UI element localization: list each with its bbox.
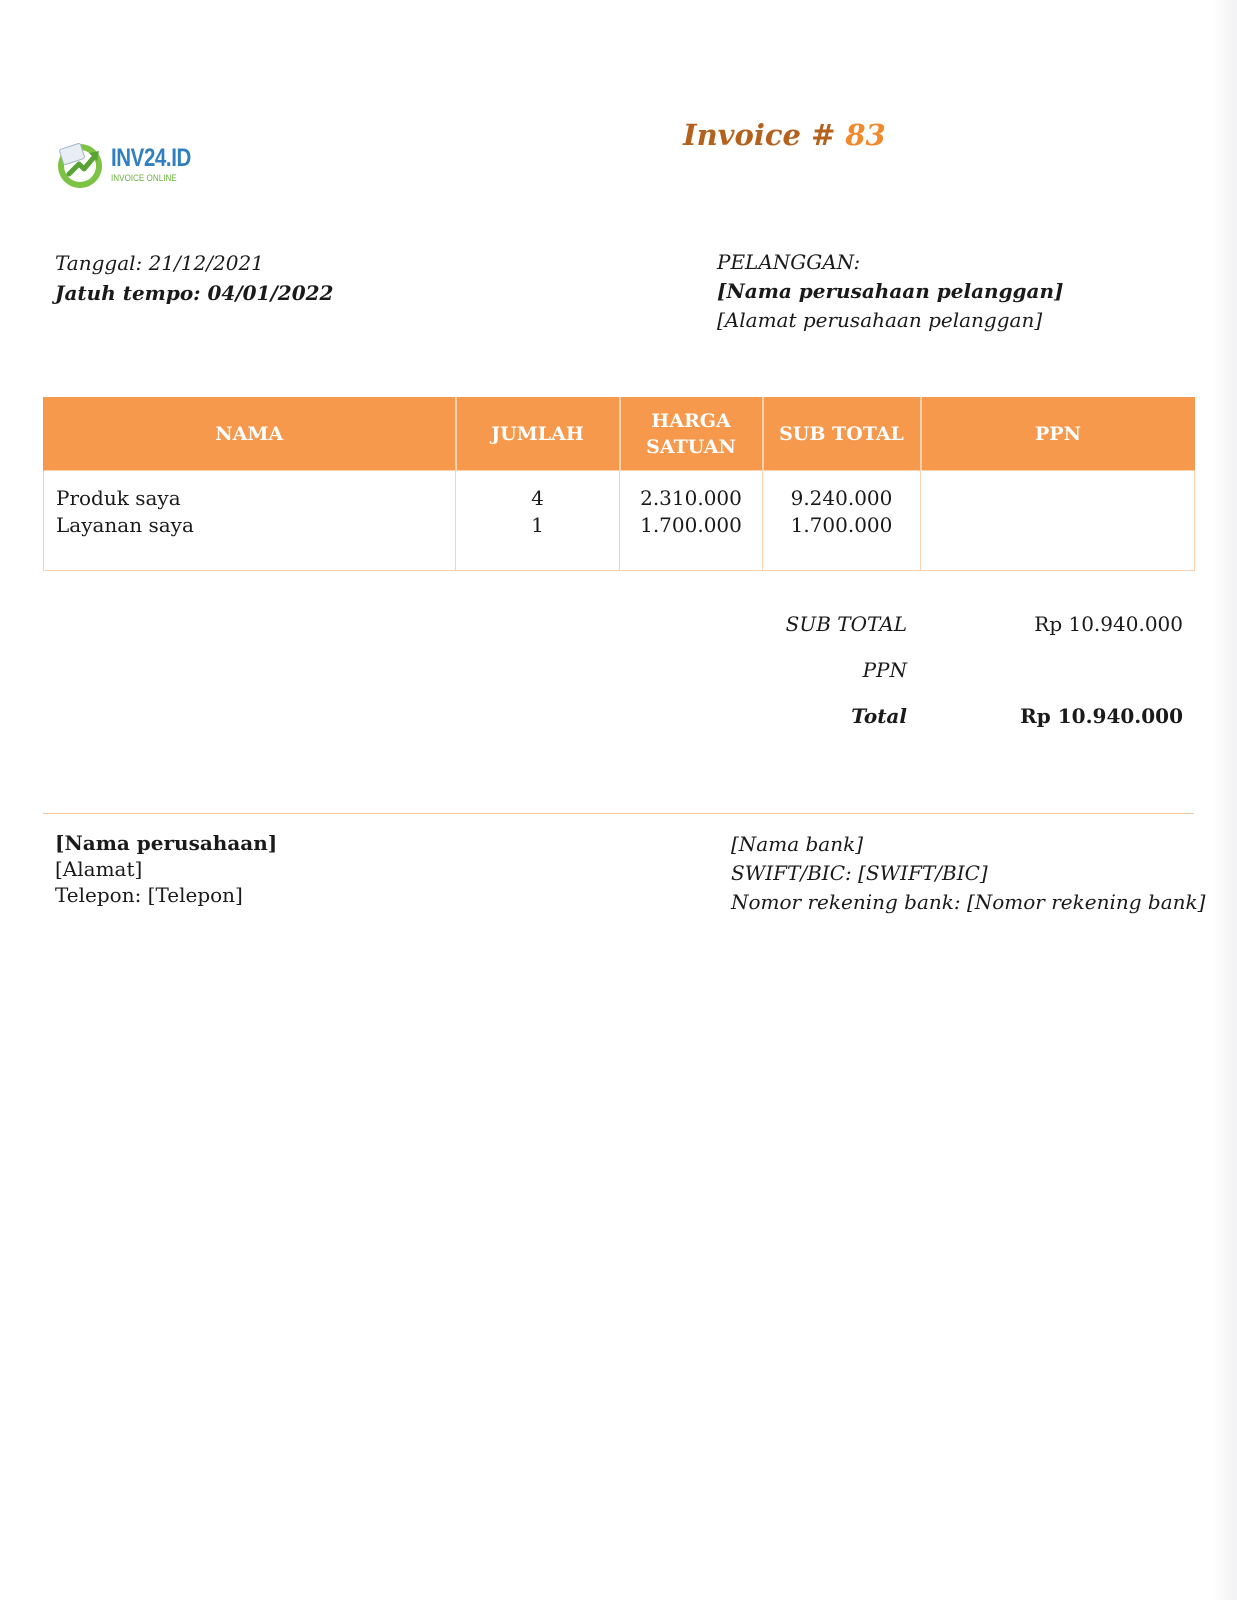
total-label: Total bbox=[851, 704, 907, 728]
totals-block bbox=[780, 612, 1183, 750]
logo-brand: INV24.ID bbox=[111, 144, 191, 172]
table-row bbox=[44, 471, 1195, 571]
item-subtotal: 9.240.000 bbox=[790, 486, 893, 510]
customer-block bbox=[717, 248, 1064, 335]
company-info bbox=[55, 830, 277, 908]
bank-info bbox=[731, 830, 1205, 917]
subtotal-label: SUB TOTAL bbox=[785, 612, 907, 636]
bank-name: [Nama bank] bbox=[731, 832, 864, 856]
item-qty-cell bbox=[456, 471, 620, 571]
customer-name: [Nama perusahaan pelanggan] bbox=[717, 279, 1064, 303]
column-header-price-line1: HARGA bbox=[651, 409, 731, 432]
item-price: 2.310.000 bbox=[640, 486, 742, 510]
item-qty: 1 bbox=[531, 513, 544, 537]
subtotal-row bbox=[780, 612, 1183, 658]
item-qty: 4 bbox=[531, 486, 544, 510]
company-phone: Telepon: [Telepon] bbox=[55, 883, 243, 907]
company-logo bbox=[55, 138, 195, 194]
item-subtotal: 1.700.000 bbox=[790, 513, 893, 537]
footer-divider bbox=[43, 813, 1194, 814]
logo-mark-icon bbox=[55, 138, 107, 190]
invoice-dates bbox=[55, 248, 333, 308]
bank-account: Nomor rekening bank: [Nomor rekening bank] bbox=[731, 890, 1206, 914]
customer-heading: PELANGGAN: bbox=[717, 250, 861, 274]
tax-label: PPN bbox=[862, 658, 907, 682]
logo-tagline: INVOICE ONLINE bbox=[111, 173, 177, 183]
item-tax-cell bbox=[921, 471, 1195, 571]
tax-row bbox=[780, 658, 1183, 704]
column-header-qty: JUMLAH bbox=[456, 397, 620, 471]
column-header-tax: PPN bbox=[921, 397, 1195, 471]
item-price: 1.700.000 bbox=[640, 513, 742, 537]
invoice-date: Tanggal: 21/12/2021 bbox=[55, 251, 264, 275]
column-header-subtotal: SUB TOTAL bbox=[763, 397, 921, 471]
invoice-title bbox=[683, 118, 886, 152]
total-value: Rp 10.940.000 bbox=[1020, 704, 1183, 728]
item-name: Produk saya bbox=[56, 486, 181, 510]
invoice-number: 83 bbox=[845, 118, 886, 152]
item-subtotal-cell bbox=[763, 471, 921, 571]
customer-address: [Alamat perusahaan pelanggan] bbox=[717, 308, 1043, 332]
page-edge-shadow bbox=[1213, 0, 1237, 1600]
column-header-price bbox=[620, 397, 763, 471]
table-header-row bbox=[44, 397, 1195, 471]
bank-swift: SWIFT/BIC: [SWIFT/BIC] bbox=[731, 861, 988, 885]
column-header-name: NAMA bbox=[44, 397, 456, 471]
subtotal-value: Rp 10.940.000 bbox=[1034, 612, 1183, 636]
column-header-price-line2: SATUAN bbox=[646, 435, 736, 458]
invoice-due-date: Jatuh tempo: 04/01/2022 bbox=[55, 281, 334, 305]
company-address: [Alamat] bbox=[55, 857, 143, 881]
item-name: Layanan saya bbox=[56, 513, 194, 537]
total-row bbox=[780, 704, 1183, 750]
item-names-cell bbox=[44, 471, 456, 571]
company-name: [Nama perusahaan] bbox=[55, 831, 278, 855]
invoice-label: Invoice # bbox=[683, 118, 836, 152]
items-table bbox=[43, 397, 1195, 571]
item-price-cell bbox=[620, 471, 763, 571]
